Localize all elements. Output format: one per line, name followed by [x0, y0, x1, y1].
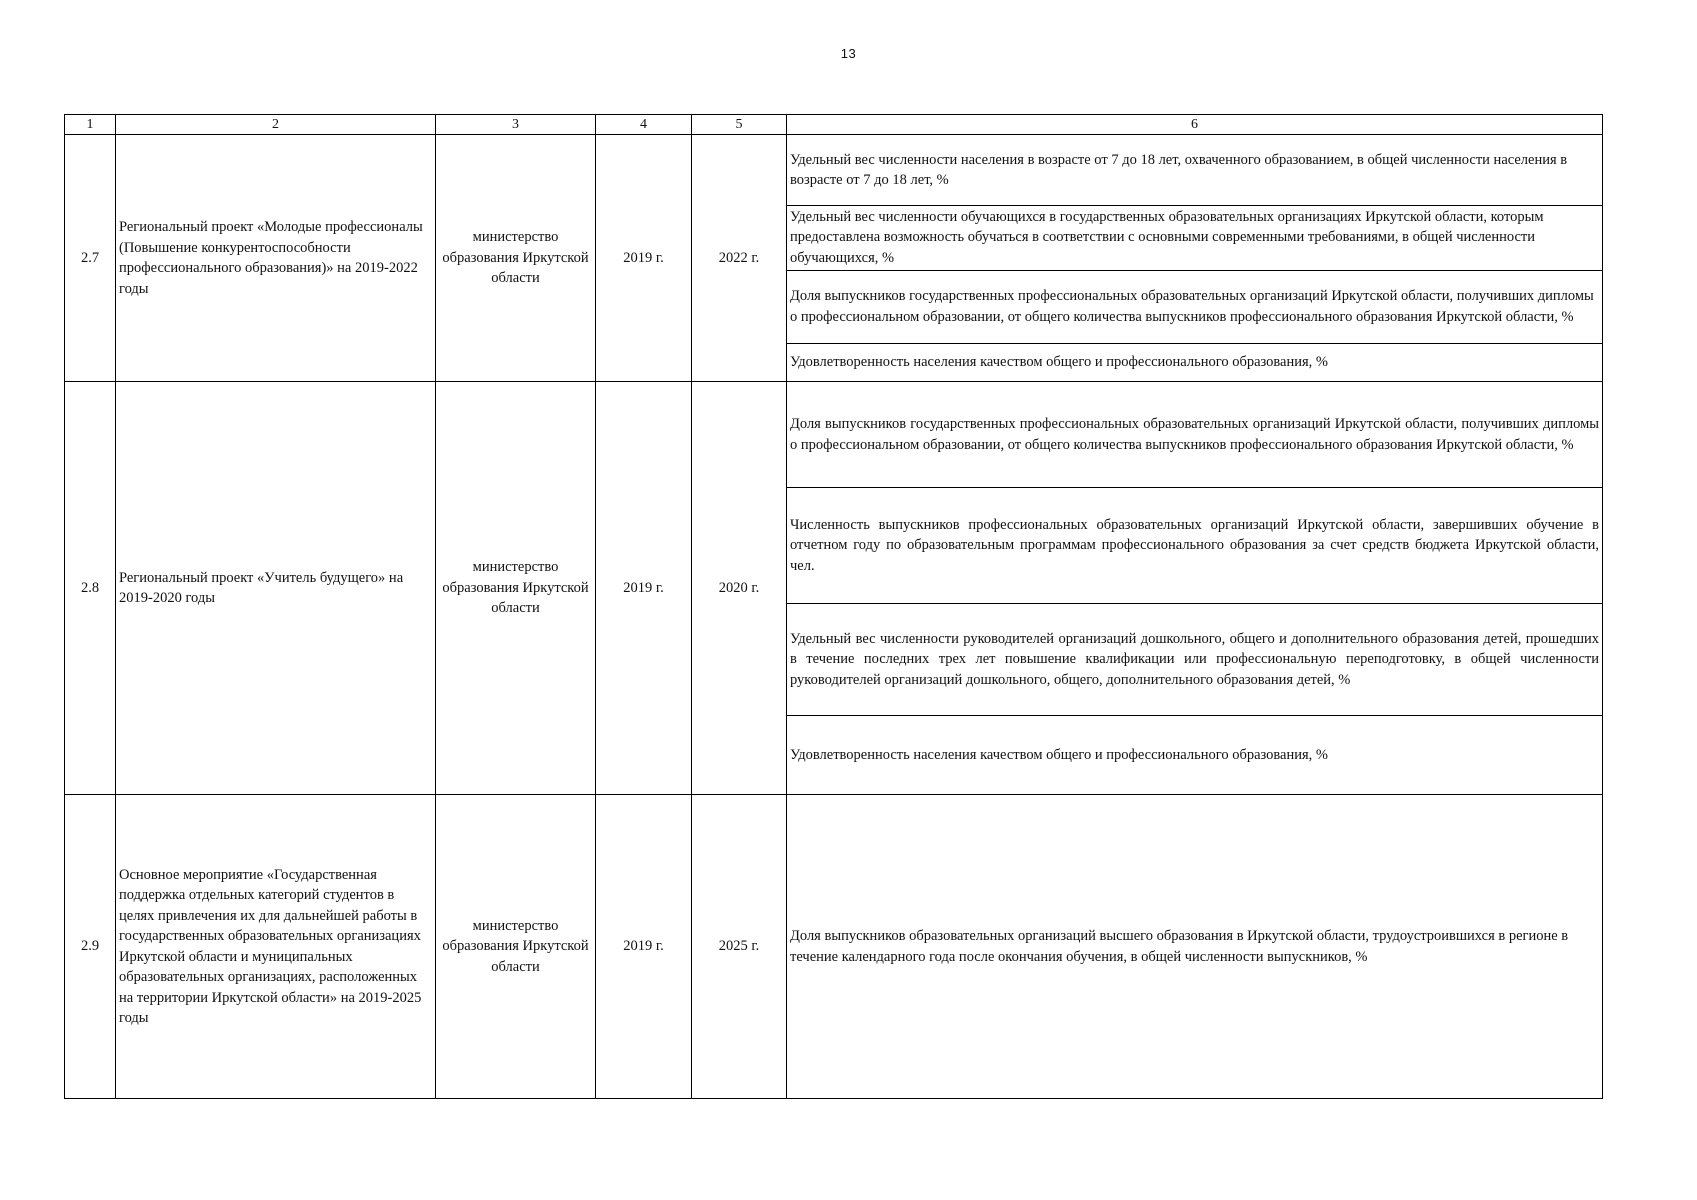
responsible-executor: министерство образования Иркутской области — [436, 382, 596, 795]
header-cell-3: 3 — [436, 115, 596, 135]
header-cell-6: 6 — [787, 115, 1603, 135]
row-number: 2.7 — [65, 135, 116, 382]
indicators-cell — [787, 795, 1603, 1099]
measure-name: Региональный проект «Молодые профессионалы (Повышение конкурентоспособности профессионального образования)» на 2019-2022 годы — [116, 135, 436, 382]
end-year: 2025 г. — [692, 795, 787, 1099]
row-number: 2.9 — [65, 795, 116, 1099]
table-row — [65, 135, 1603, 382]
responsible-executor: министерство образования Иркутской области — [436, 135, 596, 382]
indicator-item: Удельный вес численности руководителей организаций дошкольного, общего и дополнительного образования детей, прошедших в течение последних трех лет повышение квалификации или профессиональную переподготовку, в общей численности руководителей организаций дошкольного, общего, дополнительного образования детей, % — [787, 604, 1602, 716]
indicator-item: Удельный вес численности обучающихся в государственных образовательных организациях Иркутской области, которым предоставлена возможность обучаться в соответствии с основными современными требованиями, в общей численности обучающихся, % — [787, 206, 1602, 271]
end-year: 2020 г. — [692, 382, 787, 795]
header-cell-2: 2 — [116, 115, 436, 135]
start-year: 2019 г. — [596, 135, 692, 382]
header-cell-4: 4 — [596, 115, 692, 135]
responsible-executor: министерство образования Иркутской области — [436, 795, 596, 1099]
header-cell-5: 5 — [692, 115, 787, 135]
start-year: 2019 г. — [596, 382, 692, 795]
measure-name: Региональный проект «Учитель будущего» на 2019-2020 годы — [116, 382, 436, 795]
measure-name: Основное мероприятие «Государственная поддержка отдельных категорий студентов в целях привлечения их для дальнейшей работы в государственных образовательных организациях Иркутской области и муниципальных образовательных организациях, расположенных на территории Иркутской области» на 2019-2025 годы — [116, 795, 436, 1099]
indicators-cell — [787, 135, 1603, 382]
program-measures-table — [64, 114, 1603, 1099]
indicator-item: Удовлетворенность населения качеством общего и профессионального образования, % — [790, 746, 1329, 763]
table-row — [65, 795, 1603, 1099]
indicator-item: Доля выпускников государственных профессиональных образовательных организаций Иркутской области, получивших дипломы о профессиональном образовании, от общего количества выпускников профессионального образования Иркутской области, % — [787, 382, 1602, 488]
row-number: 2.8 — [65, 382, 116, 795]
indicator-item: Удовлетворенность населения качеством общего и профессионального образования, % — [790, 353, 1329, 370]
indicator-item: Численность выпускников профессиональных образовательных организаций Иркутской области, завершивших обучение в отчетном году по образовательным программам профессионального образования за счет средств бюджета Иркутской области, чел. — [787, 488, 1602, 604]
indicator-item: Удельный вес численности населения в возрасте от 7 до 18 лет, охваченного образованием, в общей численности населения в возрасте от 7 до 18 лет, % — [787, 136, 1602, 206]
page-number: 13 — [840, 46, 857, 61]
table-header-row — [65, 115, 1603, 135]
indicator-item: Доля выпускников образовательных организаций высшего образования в Иркутской области, трудоустроившихся в регионе в течение календарного года после окончания обучения, в общей численности выпускников, % — [790, 928, 1569, 965]
start-year: 2019 г. — [596, 795, 692, 1099]
table-row — [65, 382, 1603, 795]
indicators-cell — [787, 382, 1603, 795]
header-cell-1: 1 — [65, 115, 116, 135]
indicator-item: Доля выпускников государственных профессиональных образовательных организаций Иркутской области, получивших дипломы о профессиональном образовании, от общего количества выпускников профессионального образования Иркутской области, % — [787, 271, 1602, 344]
end-year: 2022 г. — [692, 135, 787, 382]
